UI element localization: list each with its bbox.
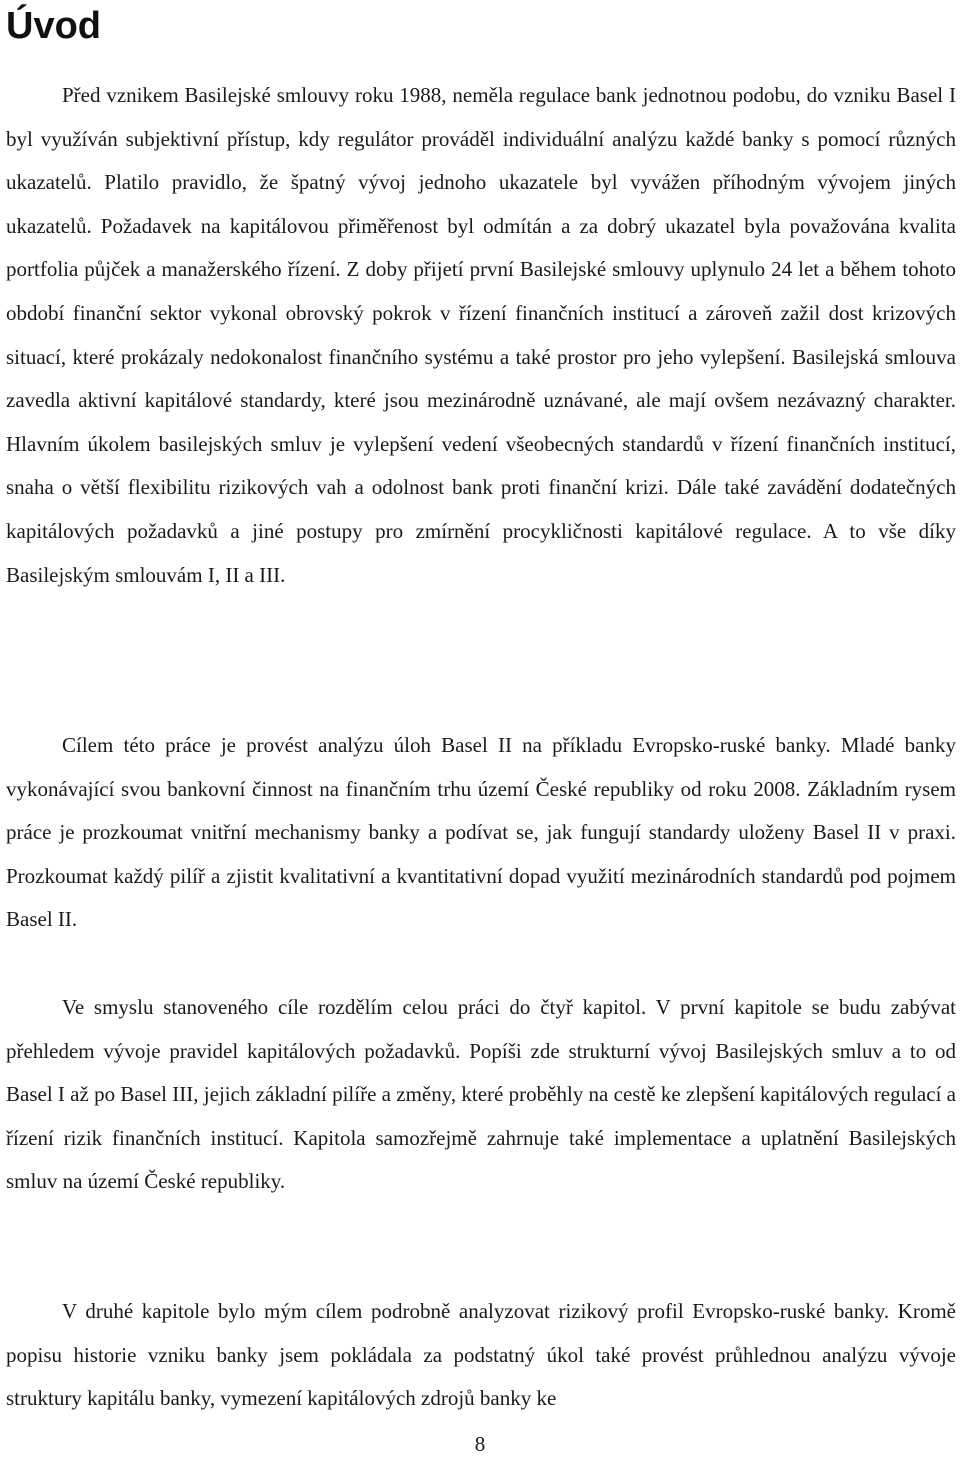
- paragraph-history: Před vznikem Basilejské smlouvy roku 1988, neměla regulace bank jednotnou podobu, do vzniku Basel I byl využíván subjektivní přístup, kdy regulátor prováděl individuální analýzu každé banky s pomocí různých ukazatelů. Platilo pravidlo, že špatný vývoj jednoho ukazatele byl vyvážen příhodným vývojem jiných ukazatelů. Požadavek na kapitálovou přiměřenost byl odmítán a za dobrý ukazatel byla považována kvalita portfolia půjček a manažerského řízení. Z doby přijetí první Basilejské smlouvy uplynulo 24 let a během tohoto období finanční sektor vykonal obrovský pokrok v řízení finančních institucí a zároveň zažil dost krizových situací, které prokázaly nedokonalost finančního systému a také prostor pro jeho vylepšení. Basilejská smlouva zavedla aktivní kapitálové standardy, které jsou mezinárodně uznávané, ale mají ovšem nezávazný charakter. Hlavním úkolem basilejských smluv je vylepšení vedení všeobecných standardů v řízení finančních institucí, snaha o větší flexibilitu rizikových vah a odolnost bank proti finanční krizi. Dále také zavádění dodatečných kapitálových požadavků a jiné postupy pro zmírnění procykličnosti kapitálové regulace. A to vše díky Basilejským smlouvám I, II a III.: [6, 83, 956, 587]
- page-title: Úvod: [6, 5, 101, 47]
- paragraph-goal: Cílem této práce je provést analýzu úloh Basel II na příkladu Evropsko-ruské banky. Mladé banky vykonávající svou bankovní činnost na finančním trhu území České republiky od roku 2008. Základním rysem práce je prozkoumat vnitřní mechanismy banky a podívat se, jak fungují standardy uloženy Basel II v praxi. Prozkoumat každý pilíř a zjistit kvalitativní a kvantitativní dopad využití mezinárodních standardů pod pojmem Basel II.: [6, 733, 956, 932]
- paragraph-second-chapter: V druhé kapitole bylo mým cílem podrobně analyzovat rizikový profil Evropsko-ruské banky. Kromě popisu historie vzniku banky jsem pokládala za podstatný úkol také provést průhlednou analýzu vývoje struktury kapitálu banky, vymezení kapitálových zdrojů banky ke: [6, 1299, 956, 1411]
- page-number: 8: [474, 1432, 486, 1456]
- paragraph-structure: Ve smyslu stanoveného cíle rozdělím celou práci do čtyř kapitol. V první kapitole se budu zabývat přehledem vývoje pravidel kapitálových požadavků. Popíši zde strukturní vývoj Basilejských smluv a to od Basel I až po Basel III, jejich základní pilíře a změny, které proběhly na cestě ke zlepšení kapitálových regulací a řízení rizik finančních institucí. Kapitola samozřejmě zahrnuje také implementace a uplatnění Basilejských smluv na území České republiky.: [6, 995, 956, 1194]
